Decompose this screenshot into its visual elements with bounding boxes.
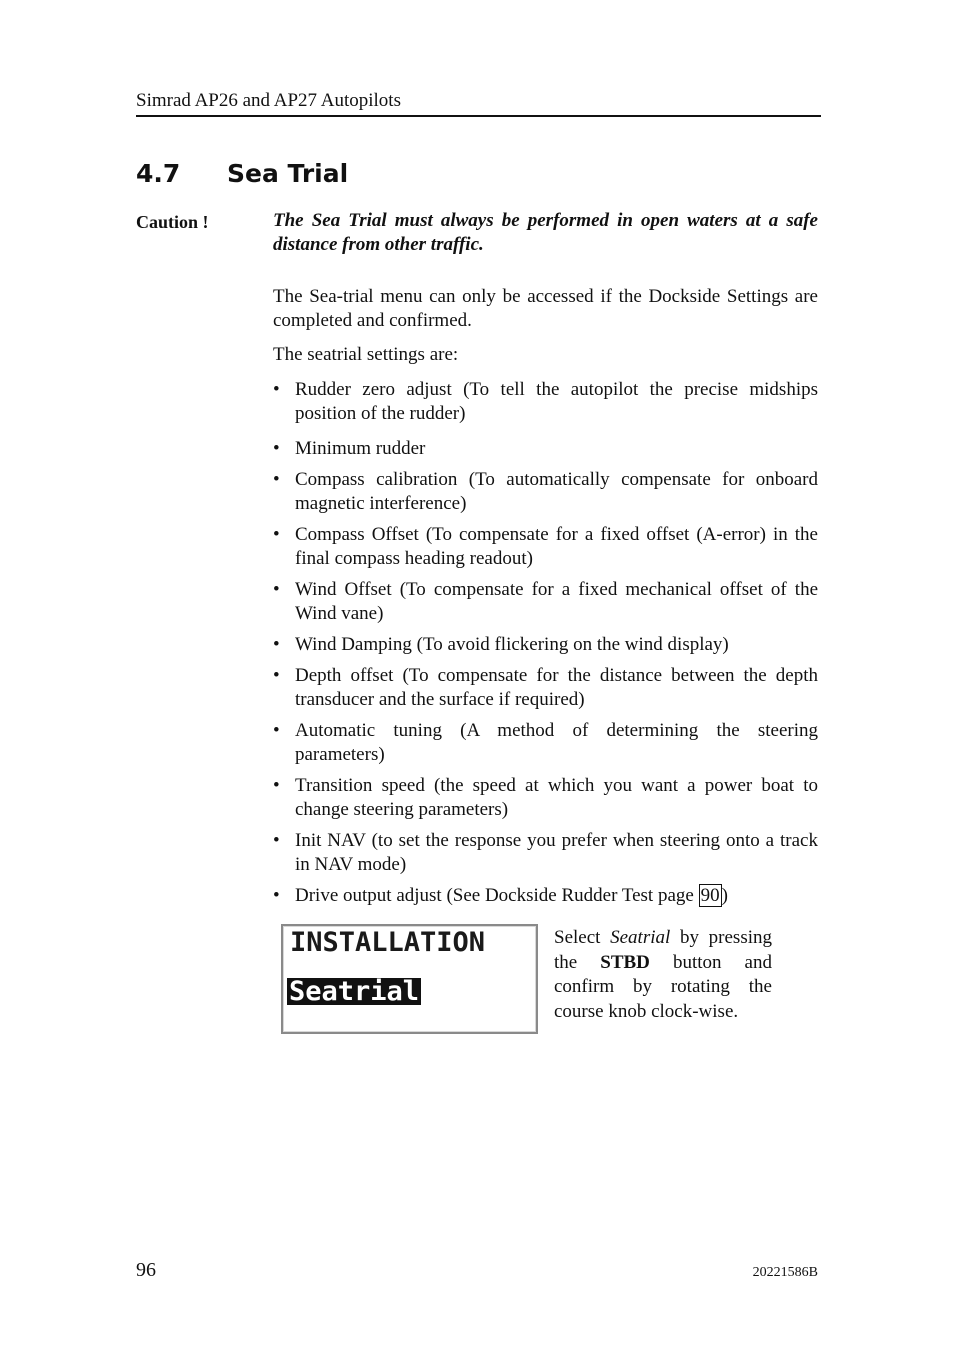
seatrial-settings-list: [273, 378, 818, 915]
list-item: • Transition speed (the speed at which you want a power boat to change steering parameters): [273, 775, 818, 820]
section-heading: [136, 158, 348, 190]
list-item: • Compass calibration (To automatically compensate for onboard magnetic interference): [273, 469, 818, 514]
autopilot-display-screenshot: [281, 924, 538, 1034]
page-reference-link[interactable]: 90: [700, 885, 720, 906]
list-item: • Depth offset (To compensate for the distance between the depth transducer and the surface if required): [273, 665, 818, 710]
bullet-icon: •: [273, 579, 280, 600]
bullet-icon: •: [273, 665, 280, 686]
button-name: STBD: [600, 951, 650, 973]
bullet-icon: •: [273, 634, 280, 655]
caution-text: The Sea Trial must always be performed in open waters at a safe distance from other traffic.: [273, 210, 818, 255]
display-title: INSTALLATION: [290, 927, 486, 958]
list-item: • Automatic tuning (A method of determining the steering parameters): [273, 720, 818, 765]
display-selected-item: Seatrial: [289, 976, 420, 1007]
section-title: Sea Trial: [227, 159, 349, 188]
list-item: • Drive output adjust (See Dockside Rudder Test page 90 ): [273, 885, 728, 906]
list-item: • Compass Offset (To compensate for a fixed offset (A-error) in the final compass heading readout): [273, 524, 818, 569]
instruction-paragraph: Select Seatrial by pressing the STBD button and confirm by rotating the course knob clock-wise.: [554, 927, 772, 1022]
bullet-icon: •: [273, 438, 280, 459]
list-item: • Minimum rudder: [273, 438, 426, 459]
page-number: 96: [136, 1259, 156, 1281]
bullet-icon: •: [273, 830, 280, 851]
list-item: • Rudder zero adjust (To tell the autopilot the precise midships position of the rudder): [273, 379, 818, 424]
list-item: • Wind Offset (To compensate for a fixed mechanical offset of the Wind vane): [273, 579, 818, 624]
bullet-icon: •: [273, 775, 280, 796]
bullet-icon: •: [273, 885, 280, 906]
caution-label: Caution !: [136, 212, 209, 232]
running-header: Simrad AP26 and AP27 Autopilots: [136, 90, 821, 117]
access-note-paragraph: The Sea-trial menu can only be accessed if the Dockside Settings are completed and confirmed.: [273, 286, 818, 331]
bullet-icon: •: [273, 524, 280, 545]
bullet-icon: •: [273, 469, 280, 490]
section-number: 4.7: [136, 159, 181, 188]
list-item: • Init NAV (to set the response you prefer when steering onto a track in NAV mode): [273, 830, 818, 875]
bullet-icon: •: [273, 379, 280, 400]
bullet-icon: •: [273, 720, 280, 741]
document-number: 20221586B: [752, 1265, 818, 1280]
list-intro-paragraph: The seatrial settings are:: [273, 344, 459, 365]
menu-item-name: Seatrial: [610, 927, 671, 948]
list-item: • Wind Damping (To avoid flickering on the wind display): [273, 634, 729, 655]
